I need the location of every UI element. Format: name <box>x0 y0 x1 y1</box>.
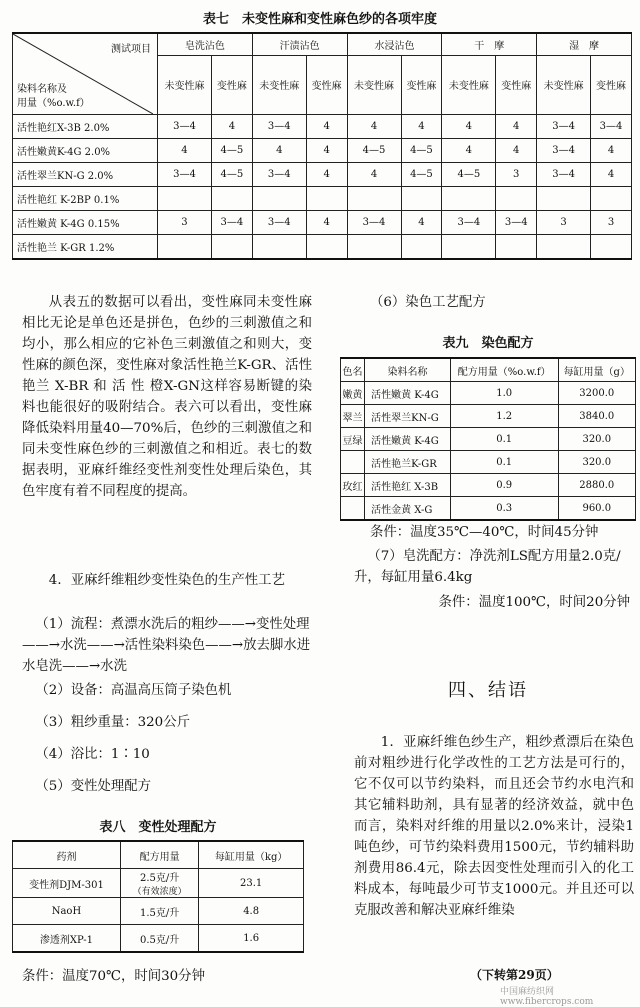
table7-value-cell: 4 <box>347 115 401 139</box>
table7-value-cell <box>591 235 632 260</box>
table9 <box>340 357 636 521</box>
step-1: （1）流程：煮漂水洗后的粗纱——→变性处理——→水洗——→活性染料染色——→放去脚水进水皂洗——→水洗 <box>22 617 311 674</box>
table8-amount-cell: 23.1 <box>199 869 304 898</box>
subheader: 变性麻 <box>211 55 252 114</box>
table8-dose-cell <box>120 898 198 925</box>
table9-amount-cell: 3200.0 <box>558 382 635 405</box>
watermark: 中国麻纺织网 www.fibercrops.com <box>500 987 594 1007</box>
dye-label-line1: 染料名称及 <box>17 84 67 95</box>
table7-value-cell: 4—5 <box>401 139 442 163</box>
dye-label-line2: 用量（%o.w.f） <box>17 98 90 109</box>
table8-agent-cell: NaoH <box>13 898 121 925</box>
table8-dose-cell <box>120 925 198 953</box>
table8-dose: 2.5克/升 <box>139 873 180 884</box>
table7-value-cell: 4—5 <box>442 163 496 187</box>
table8-amount-cell: 4.8 <box>199 898 304 925</box>
table9-color-cell: 嫩黄 <box>341 382 365 405</box>
table9-header: 每缸用量（g） <box>558 358 635 382</box>
table8-header: 药剂 <box>13 841 121 869</box>
table8-row <box>13 898 304 925</box>
table7-value-cell: 4 <box>158 139 212 163</box>
table7-corner-cell <box>13 33 158 115</box>
table9-color-cell: 翠兰 <box>341 405 365 428</box>
table9-header: 色名 <box>341 358 365 382</box>
table9-header: 配方用量（%o.w.f） <box>450 358 558 382</box>
table7-row <box>13 163 632 187</box>
table7-value-cell: 3—4 <box>252 211 306 235</box>
table7-value-cell <box>537 187 591 211</box>
group-header: 干 摩 <box>442 33 537 55</box>
table9-row <box>341 405 636 428</box>
table7-value-cell: 4 <box>306 139 347 163</box>
table9-color-cell <box>341 451 365 474</box>
table7-value-cell: 3—4 <box>537 115 591 139</box>
table7-value-cell: 3—4 <box>442 211 496 235</box>
subheader: 未变性麻 <box>442 55 496 114</box>
table9-color-cell: 玫红 <box>341 474 365 497</box>
table8-dose: 0.5克/升 <box>139 934 180 946</box>
table7-value-cell <box>252 187 306 211</box>
table7-dye-cell: 活性艳红 K-2BP 0.1% <box>13 187 158 211</box>
step-2: （2）设备：高温高压筒子染色机 <box>35 683 232 698</box>
table9-amount-cell: 2880.0 <box>558 474 635 497</box>
table7-row <box>13 187 632 211</box>
group-header: 汗渍沾色 <box>252 33 347 55</box>
table7-value-cell: 4 <box>347 163 401 187</box>
subheader: 未变性麻 <box>347 55 401 114</box>
table9-amount-cell: 3840.0 <box>558 405 635 428</box>
table9-dye-cell: 活性艳兰K-GR <box>365 451 451 474</box>
table7-value-cell: 3—4 <box>211 211 252 235</box>
table9-dose-cell: 0.1 <box>450 451 558 474</box>
table9-dose-cell: 0.3 <box>450 497 558 521</box>
table7-value-cell: 4—5 <box>401 163 442 187</box>
table7-value-cell: 3—4 <box>158 115 212 139</box>
table9-row <box>341 428 636 451</box>
table7-value-cell: 4 <box>591 139 632 163</box>
table7-value-cell: 3—4 <box>158 163 212 187</box>
table7-row <box>13 115 632 139</box>
table8-agent-cell: 渗透剂XP-1 <box>13 925 121 953</box>
table7-value-cell: 4 <box>496 115 537 139</box>
table7-value-cell: 3—4 <box>252 163 306 187</box>
table9-row <box>341 382 636 405</box>
table9-header: 染料名称 <box>365 358 451 382</box>
table9-dye-cell: 活性嫩黄 K-4G <box>365 428 451 451</box>
subheader: 变性麻 <box>401 55 442 114</box>
table7-value-cell: 4 <box>401 115 442 139</box>
table8-title: 表八 变性处理配方 <box>99 820 217 835</box>
table7-value-cell <box>211 235 252 260</box>
step-7: （7）皂洗配方：净洗剂LS配方用量2.0克/升，每缸用量6.4kg <box>354 549 621 585</box>
step-5: （5）变性处理配方 <box>35 779 152 794</box>
table7-value-cell: 3 <box>496 163 537 187</box>
table7-value-cell: 3—4 <box>537 139 591 163</box>
table9-condition: 条件：温度35℃—40℃，时间45分钟 <box>370 525 599 540</box>
table7-value-cell <box>211 187 252 211</box>
table7-row <box>13 235 632 260</box>
table9-dye-cell: 活性翠兰KN-G <box>365 405 451 428</box>
step7-condition: 条件：温度100℃，时间20分钟 <box>438 595 630 610</box>
table7-value-cell <box>158 187 212 211</box>
subheader: 未变性麻 <box>158 55 212 114</box>
table8-row <box>13 925 304 953</box>
table8-header: 每缸用量（kg） <box>199 841 304 869</box>
subheader: 未变性麻 <box>252 55 306 114</box>
table7-value-cell: 4—5 <box>347 139 401 163</box>
table7-value-cell: 4 <box>306 163 347 187</box>
table8-row <box>13 869 304 898</box>
table7-value-cell: 4 <box>442 139 496 163</box>
table7-value-cell: 4 <box>306 211 347 235</box>
table8-amount-cell: 1.6 <box>199 925 304 953</box>
table7-title: 表七 未变性麻和变性麻色纱的各项牢度 <box>202 12 437 27</box>
conclusion-heading: 四、结语 <box>448 680 528 701</box>
table9-dose-cell: 1.0 <box>450 382 558 405</box>
table7-value-cell: 3—4 <box>496 211 537 235</box>
table8-condition: 条件：温度70℃，时间30分钟 <box>22 969 205 984</box>
table7-value-cell <box>496 187 537 211</box>
table7-value-cell: 4 <box>252 139 306 163</box>
step-6: （6）染色工艺配方 <box>370 295 486 310</box>
table7-value-cell: 3 <box>537 211 591 235</box>
table9-amount-cell: 320.0 <box>558 428 635 451</box>
table9-row <box>341 497 636 521</box>
group-header: 皂洗沾色 <box>158 33 253 55</box>
table7-value-cell <box>401 187 442 211</box>
table9-dye-cell: 活性艳红 X-3B <box>365 474 451 497</box>
table7-dye-cell: 活性翠兰KN-G 2.0% <box>13 163 158 187</box>
table7-value-cell: 4 <box>591 163 632 187</box>
table7-value-cell: 3—4 <box>252 115 306 139</box>
table9-dose-cell: 0.9 <box>450 474 558 497</box>
table7-value-cell: 3—4 <box>537 163 591 187</box>
table9-dye-cell: 活性金黄 X-G <box>365 497 451 521</box>
table7-value-cell: 3—4 <box>591 115 632 139</box>
table7-value-cell: 4—5 <box>211 139 252 163</box>
table7-dye-cell: 活性艳兰 K-GR 1.2% <box>13 235 158 260</box>
table7-value-cell: 4 <box>306 115 347 139</box>
table8-agent-cell: 变性剂DJM-301 <box>13 869 121 898</box>
table7-value-cell: 4 <box>442 115 496 139</box>
table7-value-cell: 4 <box>496 139 537 163</box>
table7-dye-cell: 活性嫩黄 K-4G 0.15% <box>13 211 158 235</box>
table8-dose: 1.5克/升 <box>139 907 180 919</box>
table7 <box>12 32 632 260</box>
step-4: （4）浴比：1∶10 <box>35 747 150 762</box>
table7-value-cell: 4 <box>211 115 252 139</box>
subheader: 未变性麻 <box>537 55 591 114</box>
table7-row <box>13 211 632 235</box>
table9-dose-cell: 0.1 <box>450 428 558 451</box>
left-paragraph: 从表五的数据可以看出，变性麻同未变性麻相比无论是单色还是拼色，色纱的三刺激值之和均小，那么相应的它补色三刺激值之和则大，变性麻的颜色深，变性麻对象活性艳兰K-GR、活性艳兰 X-BR 和 活 性 橙X-GN这样容易断键的染料也能很好的吸附结合。表六可以看出，变性麻降低染料用量40—70%后，色纱的三刺激值之和同未变性麻色纱的三刺激值之和相近。表七的数据表明，亚麻纤维经变性剂变性处理后染色，其色牢度有着不同程度的提高。 <box>22 295 312 499</box>
table7-value-cell <box>537 235 591 260</box>
group-header: 湿 摩 <box>537 33 632 55</box>
table9-row <box>341 451 636 474</box>
subheader: 变性麻 <box>306 55 347 114</box>
table7-value-cell <box>591 187 632 211</box>
table7-value-cell <box>252 235 306 260</box>
table9-amount-cell: 960.0 <box>558 497 635 521</box>
table8-header: 配方用量 <box>120 841 198 869</box>
table7-value-cell <box>442 235 496 260</box>
section4-title: 4．亚麻纤维粗纱变性染色的生产性工艺 <box>48 573 285 588</box>
group-header: 水浸沾色 <box>347 33 442 55</box>
table7-value-cell <box>306 187 347 211</box>
table7-value-cell <box>306 235 347 260</box>
table9-title: 表九 染色配方 <box>442 336 534 351</box>
table7-row <box>13 139 632 163</box>
table7-value-cell: 3—4 <box>347 211 401 235</box>
table9-row <box>341 474 636 497</box>
table7-value-cell: 4—5 <box>211 163 252 187</box>
step-3: （3）粗纱重量：320公斤 <box>35 715 190 730</box>
table7-value-cell <box>442 187 496 211</box>
test-item-label: 测试项目 <box>111 44 151 55</box>
subheader: 变性麻 <box>591 55 632 114</box>
table7-value-cell <box>496 235 537 260</box>
table7-value-cell <box>158 235 212 260</box>
table7-value-cell: 3 <box>158 211 212 235</box>
table9-color-cell: 豆绿 <box>341 428 365 451</box>
table7-value-cell <box>401 235 442 260</box>
continued-note: （下转第29页） <box>470 968 559 982</box>
subheader: 变性麻 <box>496 55 537 114</box>
table7-value-cell <box>347 235 401 260</box>
table7-value-cell: 4 <box>401 211 442 235</box>
table7-dye-cell: 活性嫩黄K-4G 2.0% <box>13 139 158 163</box>
table9-dye-cell: 活性嫩黄 K-4G <box>365 382 451 405</box>
table9-color-cell <box>341 497 365 521</box>
table7-value-cell <box>347 187 401 211</box>
table8 <box>12 840 304 953</box>
table7-dye-cell: 活性艳红X-3B 2.0% <box>13 115 158 139</box>
table8-dose-cell <box>120 869 198 898</box>
table9-dose-cell: 1.2 <box>450 405 558 428</box>
conclusion-paragraph: 1．亚麻纤维色纱生产，粗纱煮漂后在染色前对粗纱进行化学改性的工艺方法是可行的，它不仅可以节约染料，而且还会节约水电汽和其它辅料助剂，具有显著的经济效益，就中色而言，染料对纤维的用量以2.0%来计，浸染1吨色纱，可节约染料费用1500元，节约辅料助剂费用86.4元，除去因变性处理而引入的化工料成本，每吨最少可节支1000元。并且还可以克服改善和解决亚麻纤维染 <box>354 735 634 918</box>
table8-dose-note: （有效浓度） <box>132 887 187 897</box>
table7-value-cell: 3 <box>591 211 632 235</box>
table9-amount-cell: 320.0 <box>558 451 635 474</box>
